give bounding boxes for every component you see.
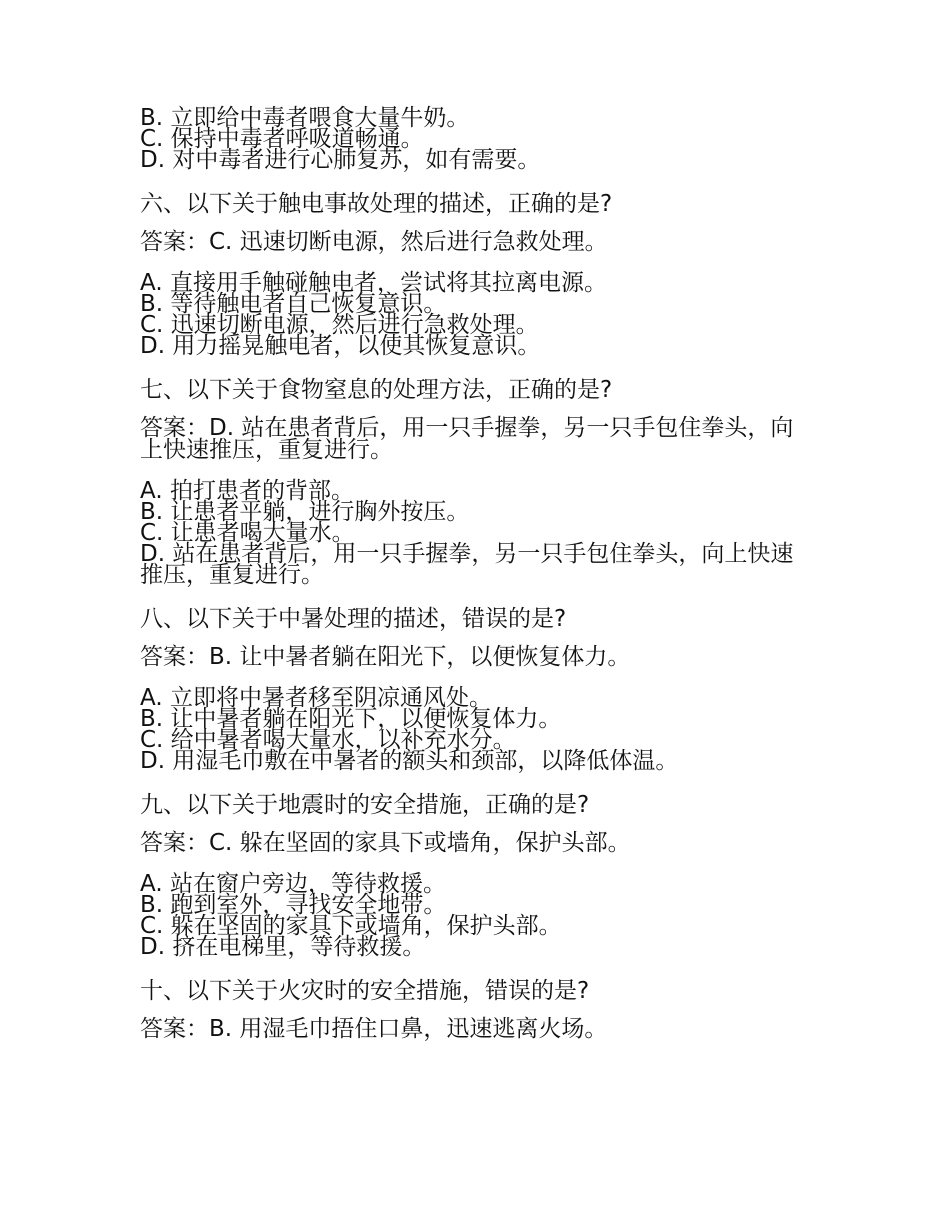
- option-c: C. 给中暑者喝大量水，以补充水分。: [140, 727, 516, 753]
- question-6-answer: 答案：C. 迅速切断电源，然后进行急救处理。: [140, 229, 608, 255]
- option-d: D. 用湿毛巾敷在中暑者的额头和颈部，以降低体温。: [140, 748, 679, 774]
- option-b: B. 让中暑者躺在阳光下，以便恢复体力。: [140, 706, 562, 732]
- option-d: D. 用力摇晃触电者，以使其恢复意识。: [140, 333, 541, 359]
- option-c: C. 保持中毒者呼吸道畅通。: [140, 126, 424, 152]
- option-d: D. 挤在电梯里，等待救援。: [140, 934, 426, 960]
- question-8-text: 八、以下关于中暑处理的描述，错误的是?: [140, 606, 567, 632]
- option-b: B. 跑到室外，寻找安全地带。: [140, 892, 447, 918]
- question-9-text: 九、以下关于地震时的安全措施，正确的是?: [140, 792, 590, 818]
- question-9-answer: 答案：C. 躲在坚固的家具下或墙角，保护头部。: [140, 830, 631, 856]
- option-b: B. 立即给中毒者喂食大量牛奶。: [140, 105, 470, 131]
- option-a: A. 拍打患者的背部。: [140, 478, 354, 504]
- option-a: A. 立即将中暑者移至阴凉通风处。: [140, 685, 492, 711]
- question-7-answer: 答案：D. 站在患者背后，用一只手握拳，另一只手包住拳头，向上快速推压，重复进行。: [140, 415, 794, 463]
- question-10-answer: 答案：B. 用湿毛巾捂住口鼻，迅速逃离火场。: [140, 1016, 608, 1042]
- question-6-text: 六、以下关于触电事故处理的描述，正确的是?: [140, 191, 613, 217]
- option-d: D. 对中毒者进行心肺复苏，如有需要。: [140, 147, 541, 173]
- option-b: B. 等待触电者自己恢复意识。: [140, 291, 447, 317]
- question-8-answer: 答案：B. 让中暑者躺在阳光下，以便恢复体力。: [140, 644, 631, 670]
- option-d: D. 站在患者背后，用一只手握拳，另一只手包住拳头，向上快速推压，重复进行。: [140, 541, 794, 588]
- question-10-text: 十、以下关于火灾时的安全措施，错误的是?: [140, 978, 590, 1004]
- question-8-options: [140, 685, 810, 774]
- carry-over-options: [140, 105, 810, 173]
- option-c: C. 躲在坚固的家具下或墙角，保护头部。: [140, 913, 562, 939]
- option-a: A. 站在窗户旁边，等待救援。: [140, 871, 446, 897]
- option-c: C. 迅速切断电源，然后进行急救处理。: [140, 312, 539, 338]
- option-c: C. 让患者喝大量水。: [140, 520, 355, 546]
- question-9-options: [140, 871, 810, 960]
- question-7-text: 七、以下关于食物窒息的处理方法，正确的是?: [140, 377, 613, 403]
- question-6-options: [140, 270, 810, 359]
- option-a: A. 直接用手触碰触电者，尝试将其拉离电源。: [140, 270, 607, 296]
- question-7-options: [140, 478, 810, 588]
- quiz-content: [140, 105, 810, 1042]
- option-b: B. 让患者平躺，进行胸外按压。: [140, 499, 470, 525]
